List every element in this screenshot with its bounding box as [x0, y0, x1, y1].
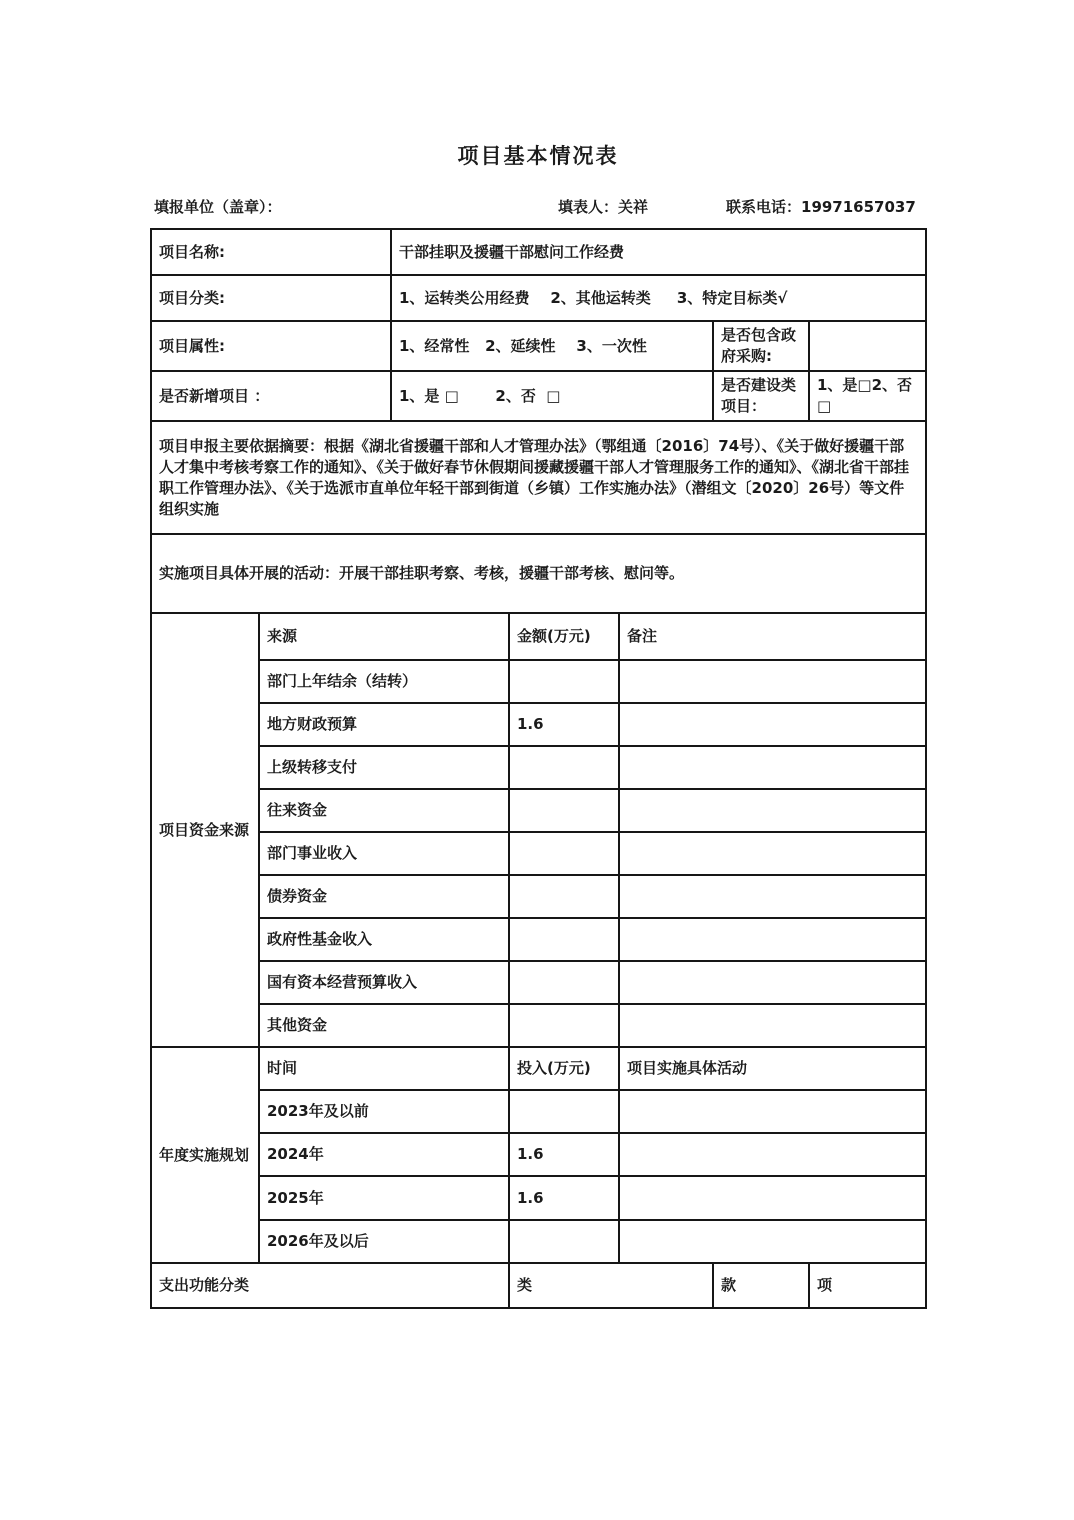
funding-amount-cell: [509, 746, 619, 789]
annual-time-cell: 2024年: [259, 1133, 509, 1176]
new-project-value: 1、是 □ 2、否 □: [391, 371, 713, 421]
funding-row: [151, 1004, 926, 1047]
annual-header-activity: 项目实施具体活动: [619, 1047, 926, 1090]
funding-header-amount: 金额(万元): [509, 613, 619, 660]
funding-amount-cell: [509, 1004, 619, 1047]
expenditure-item-cell: 项: [809, 1263, 926, 1308]
funding-note-cell: [619, 746, 926, 789]
row-activities: [151, 534, 926, 613]
annual-time-cell: 2025年: [259, 1176, 509, 1220]
funding-note-cell: [619, 918, 926, 961]
row-new-project: [151, 371, 926, 421]
gov-procurement-label: 是否包含政府采购:: [713, 321, 809, 371]
report-unit-label: 填报单位（盖章）：: [154, 198, 282, 216]
form-sheet: [150, 140, 926, 1309]
construction-project-value: 1、是□2、否□: [809, 371, 926, 421]
row-basis-summary: [151, 421, 926, 534]
annual-amount-cell: [509, 1090, 619, 1133]
annual-activity-cell: [619, 1220, 926, 1263]
form-filler: 填表人：关祥: [558, 198, 649, 216]
expenditure-row: [151, 1263, 926, 1308]
annual-time-cell: 2023年及以前: [259, 1090, 509, 1133]
funding-note-cell: [619, 961, 926, 1004]
funding-amount-cell: 1.6: [509, 703, 619, 746]
funding-row: [151, 789, 926, 832]
project-activities-text: 实施项目具体开展的活动：开展干部挂职考察、考核，援疆干部考核、慰问等。: [151, 534, 926, 613]
row-project-name: [151, 229, 926, 275]
row-project-category: [151, 275, 926, 321]
funding-row: [151, 703, 926, 746]
annual-header-amount: 投入(万元): [509, 1047, 619, 1090]
expenditure-class-label: 支出功能分类: [151, 1263, 509, 1308]
expenditure-category-cell: 类: [509, 1263, 713, 1308]
funding-amount-cell: [509, 961, 619, 1004]
annual-row: [151, 1176, 926, 1220]
meta-line: [150, 190, 926, 228]
project-info-table: [150, 228, 927, 1309]
funding-note-cell: [619, 660, 926, 703]
funding-source-group-label: 项目资金来源: [151, 613, 259, 1047]
annual-activity-cell: [619, 1090, 926, 1133]
new-project-label: 是否新增项目 ：: [151, 371, 391, 421]
funding-row: [151, 918, 926, 961]
annual-activity-cell: [619, 1133, 926, 1176]
funding-header-note: 备注: [619, 613, 926, 660]
declaration-basis-text: 项目申报主要依据摘要：根据《湖北省援疆干部和人才管理办法》（鄂组通〔2016〕74号）、《关于做好援疆干部人才集中考核考察工作的通知》、《关于做好春节休假期间援藏援疆干部人才管理服务工作的通知》、《湖北省干部挂职工作管理办法》、《关于选派市直单位年轻干部到街道（乡镇）工作实施办法》（潜组文〔2020〕26号）等文件组织实施: [151, 421, 926, 534]
funding-source-cell: 上级转移支付: [259, 746, 509, 789]
row-project-attribute: [151, 321, 926, 371]
funding-source-cell: 其他资金: [259, 1004, 509, 1047]
project-name-label: 项目名称:: [151, 229, 391, 275]
annual-amount-cell: [509, 1220, 619, 1263]
funding-amount-cell: [509, 789, 619, 832]
funding-amount-cell: [509, 918, 619, 961]
funding-row: [151, 832, 926, 875]
annual-header-time: 时间: [259, 1047, 509, 1090]
construction-project-label: 是否建设类项目：: [713, 371, 809, 421]
annual-plan-group-label: 年度实施规划: [151, 1047, 259, 1263]
funding-note-cell: [619, 875, 926, 918]
funding-source-cell: 国有资本经营预算收入: [259, 961, 509, 1004]
funding-note-cell: [619, 832, 926, 875]
annual-row: [151, 1090, 926, 1133]
funding-note-cell: [619, 1004, 926, 1047]
funding-row: [151, 660, 926, 703]
page-title: 项目基本情况表: [457, 144, 619, 168]
project-attribute-label: 项目属性:: [151, 321, 391, 371]
annual-time-cell: 2026年及以后: [259, 1220, 509, 1263]
funding-amount-cell: [509, 832, 619, 875]
funding-row: [151, 961, 926, 1004]
project-category-label: 项目分类:: [151, 275, 391, 321]
funding-source-cell: 债券资金: [259, 875, 509, 918]
contact-phone: 联系电话：19971657037: [726, 198, 916, 216]
funding-header-row: [151, 613, 926, 660]
funding-source-cell: 往来资金: [259, 789, 509, 832]
funding-header-source: 来源: [259, 613, 509, 660]
funding-source-cell: 部门上年结余（结转）: [259, 660, 509, 703]
annual-header-row: [151, 1047, 926, 1090]
gov-procurement-value: [809, 321, 926, 371]
project-attribute-value: 1、经常性 2、延续性 3、一次性: [391, 321, 713, 371]
project-category-value: 1、运转类公用经费 2、其他运转类 3、特定目标类√: [391, 275, 926, 321]
project-name-value: 干部挂职及援疆干部慰问工作经费: [391, 229, 926, 275]
expenditure-section-cell: 款: [713, 1263, 809, 1308]
funding-source-cell: 地方财政预算: [259, 703, 509, 746]
funding-row: [151, 746, 926, 789]
funding-amount-cell: [509, 875, 619, 918]
funding-note-cell: [619, 789, 926, 832]
funding-source-cell: 政府性基金收入: [259, 918, 509, 961]
annual-amount-cell: 1.6: [509, 1176, 619, 1220]
funding-note-cell: [619, 703, 926, 746]
annual-amount-cell: 1.6: [509, 1133, 619, 1176]
funding-amount-cell: [509, 660, 619, 703]
funding-source-cell: 部门事业收入: [259, 832, 509, 875]
annual-row: [151, 1220, 926, 1263]
funding-row: [151, 875, 926, 918]
annual-row: [151, 1133, 926, 1176]
annual-activity-cell: [619, 1176, 926, 1220]
